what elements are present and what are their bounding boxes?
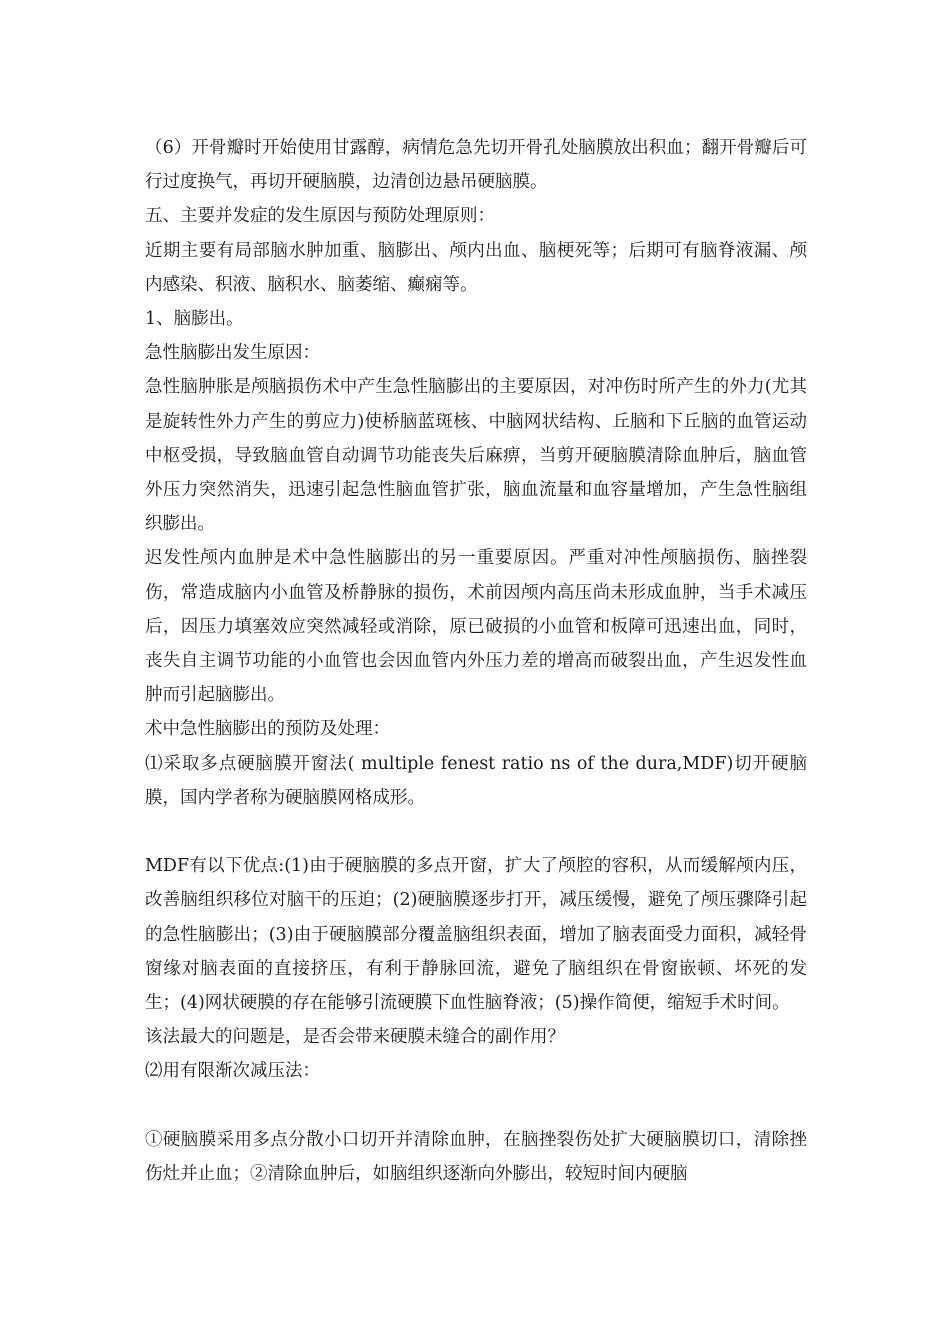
paragraph-surgery-step-6: （6）开骨瓣时开始使用甘露醇，病情危急先切开骨孔处脑膜放出积血；翻开骨瓣后可行过度换气，再切开硬脑膜，边清创边悬吊硬脑膜。 — [145, 138, 807, 193]
subheading-brain-herniation: 1、脑膨出。 — [145, 309, 244, 330]
paragraph-mdf-advantages: MDF有以下优点:(1)由于硬脑膜的多点开窗，扩大了颅腔的容积，从而缓解颅内压，改善脑组织移位对脑干的压迫；(2)硬脑膜逐步打开，减压缓慢，避免了颅压骤降引起的急性脑膨出；(3)由于硬脑膜部分覆盖脑组织表面，增加了脑表面受力面积，减轻骨窗缘对脑表面的直接挤压，有利于静脉回流，避免了脑组织在骨窗嵌顿、坏死的发生；(4)网状硬膜的存在能够引流硬膜下血性脑脊液；(5)操作简便，缩短手术时间。 — [145, 856, 807, 1014]
document-body — [145, 131, 807, 1191]
section-heading-complications: 五、主要并发症的发生原因与预防处理原则： — [145, 206, 495, 227]
paragraph-mdf-question: 该法最大的问题是，是否会带来硬膜未缝合的副作用？ — [145, 1027, 565, 1048]
paragraph-decompression-steps: ①硬脑膜采用多点分散小口切开并清除血肿，在脑挫裂伤处扩大硬脑膜切口，清除挫伤灶并止血；②清除血肿后，如脑组织逐渐向外膨出，较短时间内硬脑 — [145, 1129, 807, 1185]
blank-line — [145, 1089, 807, 1123]
subheading-prevention-treatment: 术中急性脑膨出的预防及处理： — [145, 719, 390, 740]
blank-line — [145, 815, 807, 849]
paragraph-mdf-method: ⑴采取多点硬脑膜开窗法( multiple fenest ratio ns of the dura,MDF)切开硬脑膜，国内学者称为硬脑膜网格成形。 — [145, 753, 807, 808]
paragraph-complications-overview: 近期主要有局部脑水肿加重、脑膨出、颅内出血、脑梗死等；后期可有脑脊液漏、颅内感染、积液、脑积水、脑萎缩、癫痫等。 — [145, 240, 807, 295]
subheading-limited-decompression: ⑵用有限渐次减压法： — [145, 1061, 320, 1082]
subheading-acute-herniation-causes: 急性脑膨出发生原因： — [145, 343, 320, 364]
paragraph-acute-brain-swelling: 急性脑肿胀是颅脑损伤术中产生急性脑膨出的主要原因，对冲伤时所产生的外力(尤其是旋转性外力产生的剪应力)使桥脑蓝斑核、中脑网状结构、丘脑和下丘脑的血管运动中枢受损，导致脑血管自动调节功能丧失后麻痹，当剪开硬脑膜清除血肿后，脑血管外压力突然消失，迅速引起急性脑血管扩张，脑血流量和血容量增加，产生急性脑组织膨出。 — [145, 377, 807, 535]
paragraph-delayed-hematoma: 迟发性颅内血肿是术中急性脑膨出的另一重要原因。严重对冲性颅脑损伤、脑挫裂伤，常造成脑内小血管及桥静脉的损伤，术前因颅内高压尚未形成血肿，当手术减压后，因压力填塞效应突然减轻或消除，原已破损的小血管和板障可迅速出血，同时，丧失自主调节功能的小血管也会因血管内外压力差的增高而破裂出血，产生迟发性血肿而引起脑膨出。 — [145, 548, 807, 706]
